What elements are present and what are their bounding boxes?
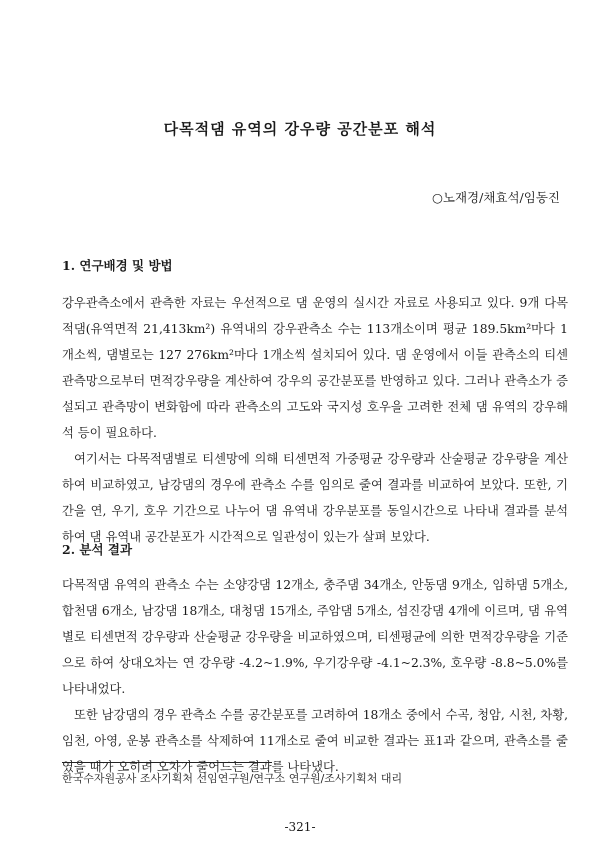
- paragraph: 또한 남강댐의 경우 관측소 수를 공간분포를 고려하여 18개소 중에서 수곡, 청암, 시천, 차황, 임천, 아영, 운봉 관측소를 삭제하여 11개소로 줄여 비교한 결과는 표1과 같으며, 관측소를 줄였을 때가 오히려 오차가 줄어드는 결과를 나타냈다.: [62, 708, 568, 774]
- section-2-heading: 2. 분석 결과: [62, 542, 133, 557]
- paragraph: 강우관측소에서 관측한 자료는 우선적으로 댐 운영의 실시간 자료로 사용되고 있다. 9개 다목적댐(유역면적 21,413km²) 유역내의 강우관측소 수는 113개소이며 평균 189.5km²마다 1개소씩, 댐별로는 127 276km²마다 1개소씩 설치되어 있다. 댐 운영에서 이들 관측소의 티센관측망으로부터 면적강우량을 계산하여 강우의 공간분포를 반영하고 있다. 그러나 관측소가 증설되고 관측망이 변화함에 따라 관측소의 고도와 국지성 호우을 고려한 전체 댐 유역의 강우해석 등이 필요하다.: [62, 296, 568, 440]
- section-1-heading: 1. 연구배경 및 방법: [62, 258, 173, 273]
- section-1-body: [62, 290, 568, 550]
- paragraph: 다목적댐 유역의 관측소 수는 소양강댐 12개소, 충주댐 34개소, 안동댐 9개소, 임하댐 5개소, 합천댐 6개소, 남강댐 18개소, 대청댐 15개소, 주암댐 5개소, 섬진강댐 4개에 이르며, 댐 유역별로 티센면적 강우량과 산술평균 강우량을 비교하였으며, 티센평균에 의한 면적강우량을 기준으로 하여 상대오차는 연 강우량 -4.2~1.9%, 우기강우량 -4.1~2.3%, 호우량 -8.8~5.0%를 나타내었다.: [62, 578, 568, 696]
- footnote: 한국수자원공사 조사기획처 선임연구원/연구소 연구원/조사기획처 대리: [62, 772, 403, 785]
- footnote-divider: [62, 762, 272, 763]
- paper-title: 다목적댐 유역의 강우량 공간분포 해석: [163, 120, 437, 138]
- page-number: -321-: [284, 820, 316, 834]
- paragraph: 여기서는 다목적댐별로 티센망에 의해 티센면적 가중평균 강우량과 산술평균 강우량을 계산하여 비교하였고, 남강댐의 경우에 관측소 수를 임의로 줄여 결과를 비교하여 보았다. 또한, 기간을 연, 우기, 호우 기간으로 나누어 댐 유역내 강우분포를 동일시간으로 나타내 결과를 분석하여 댐 유역내 공간분포가 시간적으로 일관성이 있는가 살펴 보았다.: [62, 452, 568, 544]
- section-2-body: [62, 572, 568, 780]
- authors: ○노재경/채효석/임동진: [431, 190, 560, 205]
